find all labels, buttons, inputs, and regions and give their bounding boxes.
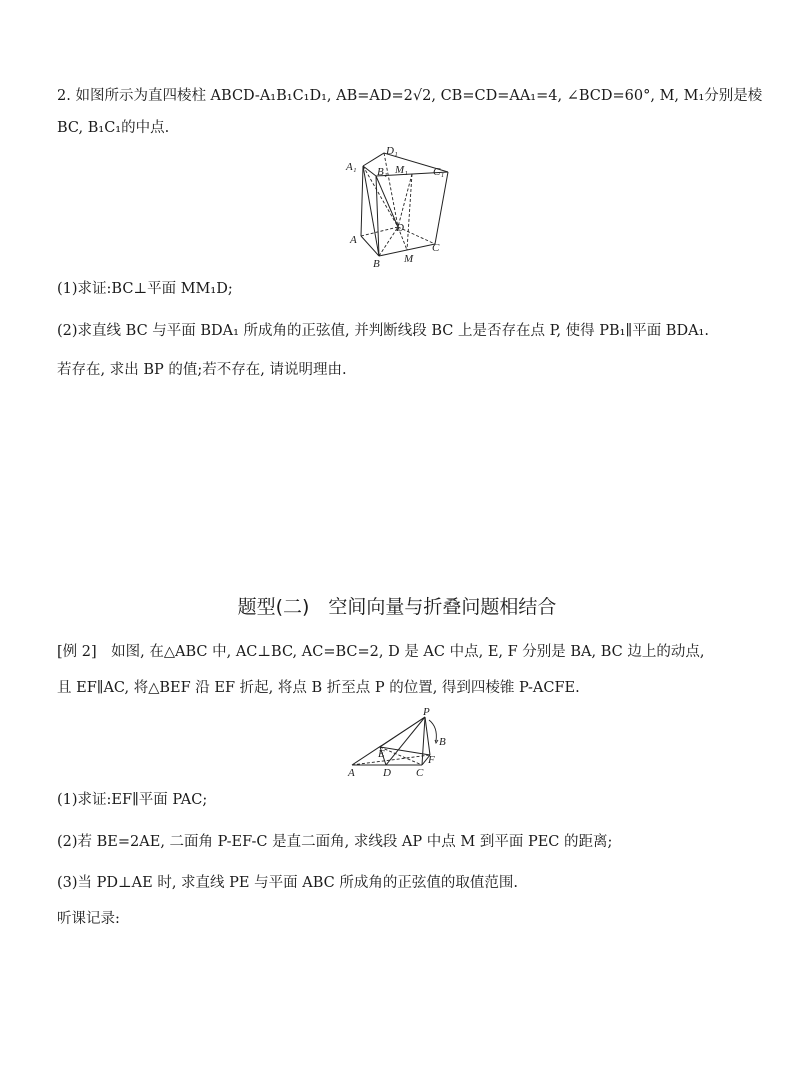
problem2-line1: 2. 如图所示为直四棱柱 ABCD-A₁B₁C₁D₁, AB=AD=2√2, CB=CD=AA₁=4, ∠BCD=60°, M, M₁分别是棱: [57, 88, 763, 104]
label-E: E: [378, 748, 385, 760]
example2-line2: 且 EF∥AC, 将△BEF 沿 EF 折起, 将点 B 折至点 P 的位置, 得到四棱锥 P-ACFE.: [57, 680, 580, 696]
label-B1: B₁: [377, 166, 388, 178]
problem2-question2a: (2)求直线 BC 与平面 BDA₁ 所成角的正弦值, 并判断线段 BC 上是否存在点 P, 使得 PB₁∥平面 BDA₁.: [57, 323, 709, 339]
label-A1: A₁: [346, 161, 357, 173]
label-M: M: [404, 253, 414, 265]
problem2-line2: BC, B₁C₁的中点.: [57, 120, 170, 136]
label-D1: D₁: [386, 145, 398, 157]
label-B: B: [439, 736, 446, 748]
label-A: A: [348, 767, 355, 779]
label-C: C: [432, 242, 440, 254]
pyramid-figure: [340, 705, 465, 780]
problem2-question2b: 若存在, 求出 BP 的值;若不存在, 请说明理由.: [57, 362, 347, 378]
section-heading: 题型(二) 空间向量与折叠问题相结合: [237, 596, 557, 618]
label-C1: C₁: [433, 166, 445, 178]
label-P: P: [423, 706, 430, 718]
label-D: D: [396, 222, 404, 234]
example2-question1: (1)求证:EF∥平面 PAC;: [57, 792, 208, 808]
label-C: C: [416, 767, 424, 779]
label-A: A: [350, 234, 357, 246]
problem2-question1: (1)求证:BC⊥平面 MM₁D;: [57, 281, 233, 297]
prism-figure: [340, 145, 455, 270]
example2-question3: (3)当 PD⊥AE 时, 求直线 PE 与平面 ABC 所成角的正弦值的取值范围.: [57, 875, 518, 891]
notes-label: 听课记录:: [57, 911, 120, 927]
label-F: F: [428, 754, 435, 766]
label-D: D: [383, 767, 391, 779]
example2-line1: [例 2] 如图, 在△ABC 中, AC⊥BC, AC=BC=2, D 是 AC 中点, E, F 分别是 BA, BC 边上的动点,: [57, 644, 705, 660]
label-M1: M₁: [395, 164, 408, 176]
label-B: B: [373, 258, 380, 270]
example2-question2: (2)若 BE=2AE, 二面角 P-EF-C 是直二面角, 求线段 AP 中点 M 到平面 PEC 的距离;: [57, 834, 613, 850]
